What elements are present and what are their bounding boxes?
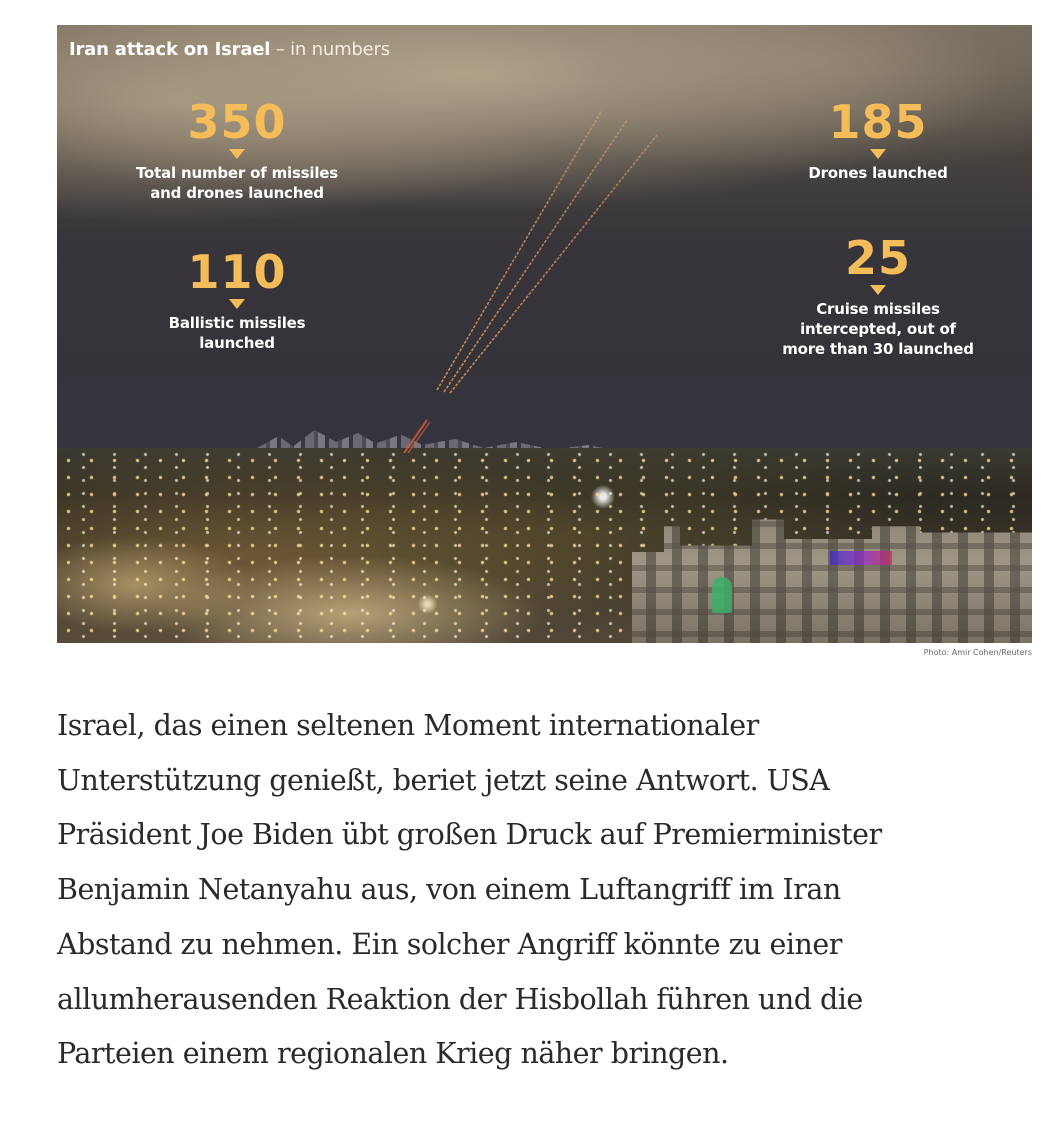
down-arrow-icon bbox=[870, 149, 886, 159]
stat-number: 350 bbox=[187, 95, 287, 149]
title-subtitle: – in numbers bbox=[270, 39, 390, 60]
paragraph-line: allumherausenden Reaktion der Hisbollah führen und die bbox=[57, 982, 863, 1016]
missile-trail bbox=[408, 422, 430, 453]
infographic-photo bbox=[57, 25, 1032, 643]
stat-label: Ballistic missiles launched bbox=[168, 314, 306, 352]
title-bold: Iran attack on Israel bbox=[69, 39, 271, 60]
paragraph-line: Unterstützung genießt, beriet jetzt seine Antwort. USA bbox=[57, 763, 830, 797]
stat-total-launched bbox=[117, 95, 357, 203]
missile-trail bbox=[444, 120, 627, 392]
paragraph-line: Israel, das einen seltenen Moment internationaler bbox=[57, 709, 759, 742]
stat-label: Total number of missiles and drones launched bbox=[136, 164, 338, 202]
stat-label: Drones launched bbox=[808, 164, 948, 182]
infographic-title bbox=[69, 39, 390, 60]
stat-label: Cruise missiles intercepted, out of more than 30 launched bbox=[782, 300, 974, 358]
down-arrow-icon bbox=[870, 285, 886, 295]
paragraph-line: Abstand zu nehmen. Ein solcher Angriff könnte zu einer bbox=[57, 927, 842, 961]
stat-ballistic-missiles bbox=[137, 245, 337, 353]
stat-number: 185 bbox=[828, 95, 928, 149]
paragraph-line: Präsident Joe Biden übt großen Druck auf Premierminister bbox=[57, 818, 882, 852]
stat-number: 110 bbox=[187, 245, 287, 299]
paragraph-line: Benjamin Netanyahu aus, von einem Luftangriff im Iran bbox=[57, 873, 841, 907]
down-arrow-icon bbox=[229, 299, 245, 309]
missile-trail bbox=[450, 135, 657, 393]
down-arrow-icon bbox=[229, 149, 245, 159]
stat-drones bbox=[768, 95, 988, 183]
missile-trail bbox=[404, 420, 427, 453]
paragraph-line: Parteien einem regionalen Krieg näher bringen. bbox=[57, 1037, 729, 1071]
stat-number: 25 bbox=[844, 231, 911, 285]
photo-credit: Photo: Amir Cohen/Reuters bbox=[923, 648, 1032, 657]
missile-trail bbox=[437, 110, 602, 390]
article-paragraph bbox=[57, 699, 1017, 1082]
stat-cruise-missiles bbox=[763, 231, 993, 359]
